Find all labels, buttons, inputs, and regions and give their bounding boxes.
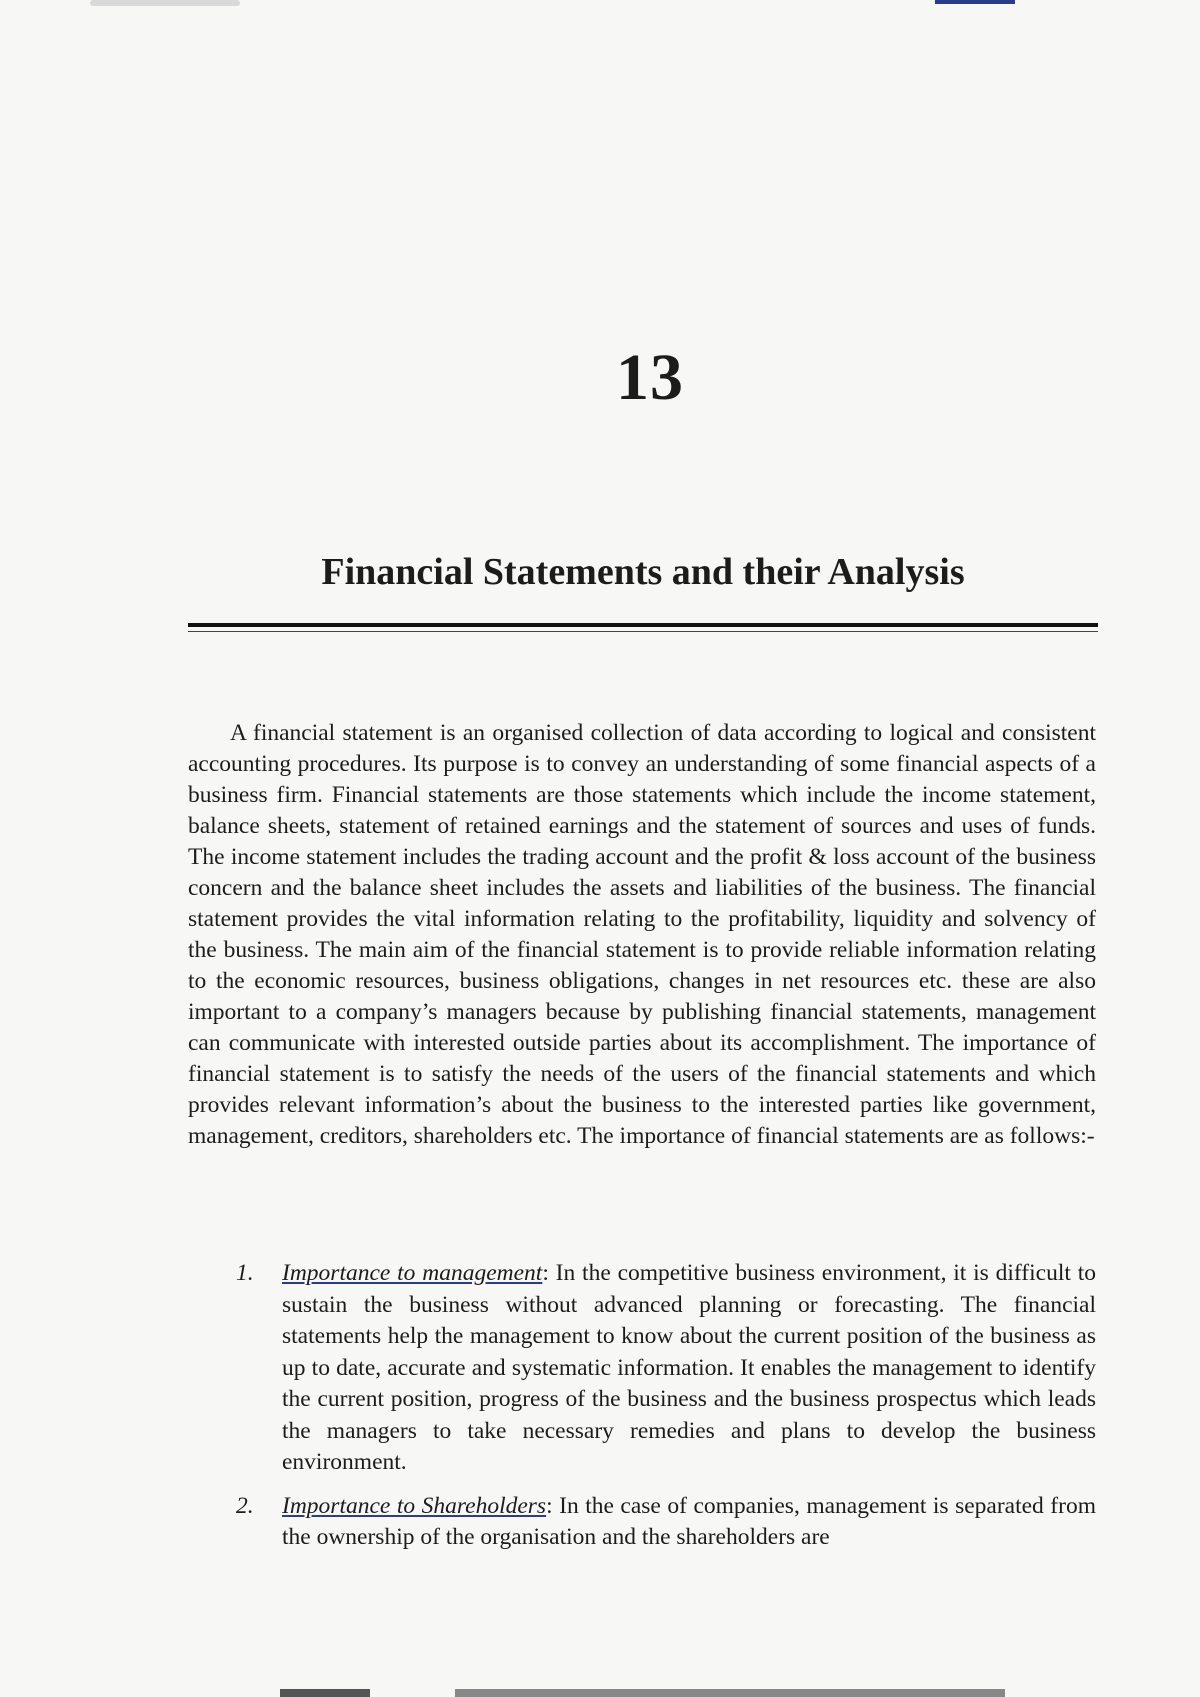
scan-edge-mark [935,0,1015,4]
list-heading: Importance to Shareholders [282,1492,547,1519]
importance-list [188,1258,1096,1566]
list-heading: Importance to management [282,1260,543,1286]
scan-edge-mark [280,1689,370,1697]
title-rule [188,623,1098,627]
chapter-title: Financial Statements and their Analysis [321,551,965,593]
intro-paragraph: A financial statement is an organised collection of data according to logical and consistent accounting procedures. Its purpose is to convey an understanding of some financial aspects of a business firm. Financial statements are those statements which include the income statement, balance sheets, statement of retained earnings and the statement of sources and uses of funds. The income statement includes the trading account and the profit & loss account of the business concern and the balance sheet includes the assets and liabilities of the business. The financial statement provides the vital information relating to the profitability, liquidity and solvency of the business. The main aim of the financial statement is to provide reliable information relating to the economic resources, business obligations, changes in net resources etc. these are also important to a company’s managers because by publishing financial statements, management can communicate with interested outside parties about its accomplishment. The importance of financial statement is to satisfy the needs of the users of the financial statements and which provides relevant information’s about the business to the interested parties like government, management, creditors, shareholders etc. The importance of financial statements are as follows:- [188,720,1096,1149]
list-number: 2. [236,1492,254,1519]
intro-section [188,718,1096,1152]
list-item [188,1258,1096,1479]
list-text: : In the case of companies, management is separated from the ownership of the organisation and the shareholders are [282,1492,1096,1550]
list-number: 1. [236,1260,254,1286]
scan-edge-mark [455,1689,1005,1697]
list-text: : In the competitive business environment, it is difficult to sustain the business without advanced planning or forecasting. The financial statements help the management to know about the current position of the business as up to date, accurate and systematic information. It enables the management to identify the current position, progress of the business and the business prospectus which leads the managers to take necessary remedies and plans to develop the business environment. [282,1260,1096,1475]
title-rule-thin [188,631,1098,632]
scan-edge-mark [90,0,240,6]
chapter-number: 13 [616,341,684,414]
list-item [188,1491,1096,1554]
